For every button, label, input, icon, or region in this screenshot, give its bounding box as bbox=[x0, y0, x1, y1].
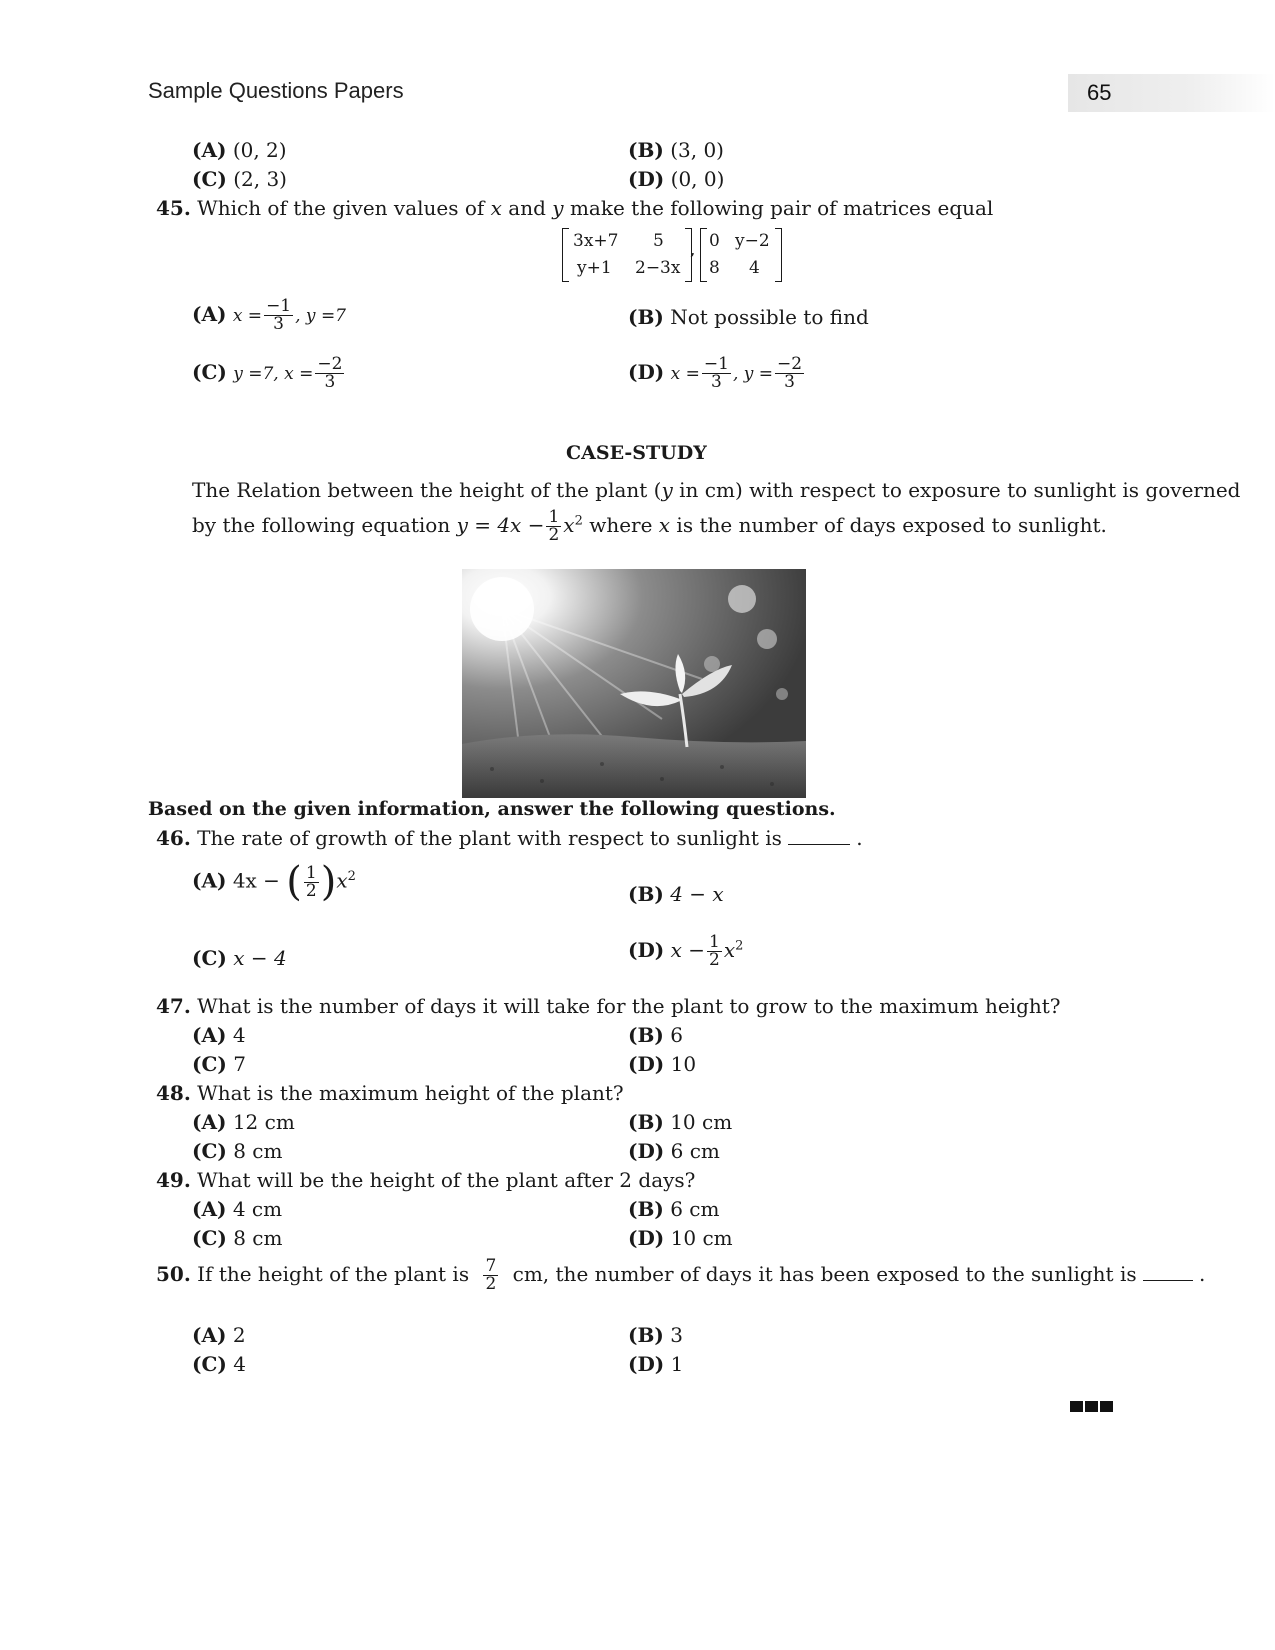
option-text: , y = bbox=[732, 364, 774, 384]
fraction bbox=[315, 356, 344, 391]
q50-option-d bbox=[628, 1352, 683, 1376]
question-text: If the height of the plant is bbox=[197, 1262, 470, 1286]
matrix-cell: 8 bbox=[709, 258, 720, 278]
denominator: 3 bbox=[784, 372, 795, 392]
q48-question bbox=[156, 1081, 624, 1105]
numerator: −2 bbox=[777, 354, 803, 374]
question-number: 49. bbox=[156, 1168, 191, 1192]
equation: y = 4x − bbox=[456, 513, 545, 537]
option-label: (D) bbox=[628, 938, 665, 962]
denominator: 3 bbox=[324, 372, 336, 392]
var-x: x bbox=[490, 196, 502, 220]
q50-option-c bbox=[192, 1352, 246, 1376]
numerator: 7 bbox=[485, 1256, 497, 1276]
var-x: x bbox=[723, 938, 736, 962]
end-marker bbox=[1070, 1393, 1115, 1417]
denominator: 2 bbox=[305, 880, 317, 901]
option-label: (B) bbox=[628, 1110, 664, 1134]
q50-option-a bbox=[192, 1323, 246, 1347]
matrix-cell: y+1 bbox=[577, 258, 612, 278]
option-label: (A) bbox=[192, 1197, 227, 1221]
numerator: 1 bbox=[709, 932, 720, 952]
question-number: 47. bbox=[156, 994, 191, 1018]
var-y: y bbox=[552, 196, 564, 220]
option-text: 8 cm bbox=[233, 1139, 283, 1163]
end-square bbox=[1100, 1401, 1113, 1412]
question-number: 50. bbox=[156, 1262, 191, 1286]
q46-option-c bbox=[192, 946, 287, 970]
q45-option-d bbox=[628, 356, 806, 391]
option-label: (C) bbox=[192, 1052, 227, 1076]
q48-option-b bbox=[628, 1110, 732, 1134]
matrix-right bbox=[700, 228, 782, 282]
option-text: (0, 0) bbox=[670, 167, 725, 191]
fraction bbox=[546, 509, 561, 544]
exponent: 2 bbox=[735, 938, 744, 954]
option-text: 12 cm bbox=[232, 1110, 295, 1134]
option-label: (A) bbox=[192, 302, 227, 326]
var-x: x bbox=[658, 513, 671, 537]
q44-option-c bbox=[192, 167, 287, 191]
case-study-line-1 bbox=[192, 478, 1241, 502]
option-text: 10 bbox=[670, 1052, 697, 1076]
denominator: 2 bbox=[709, 950, 720, 970]
q45-option-a bbox=[192, 298, 346, 333]
option-text: x − bbox=[670, 938, 706, 962]
answer-blank bbox=[1143, 1279, 1193, 1281]
option-label: (C) bbox=[192, 1139, 227, 1163]
option-text: 10 cm bbox=[670, 1110, 733, 1134]
option-text: 4 cm bbox=[232, 1197, 283, 1221]
q46-option-b bbox=[628, 882, 724, 906]
q50-option-b bbox=[628, 1323, 683, 1347]
question-text: What is the number of days it will take for the plant to grow to the maximum height? bbox=[197, 994, 1061, 1018]
numerator: −2 bbox=[317, 354, 343, 374]
question-text: and bbox=[501, 196, 553, 220]
option-label: (B) bbox=[628, 1197, 664, 1221]
answer-blank bbox=[788, 843, 850, 845]
q46-option-d bbox=[628, 934, 743, 969]
q47-option-c bbox=[192, 1052, 246, 1076]
option-label: (D) bbox=[628, 1139, 665, 1163]
question-text: Which of the given values of bbox=[197, 196, 491, 220]
q47-option-d bbox=[628, 1052, 696, 1076]
denominator: 2 bbox=[485, 1274, 497, 1294]
q50-question bbox=[156, 1258, 1205, 1293]
q44-option-d bbox=[628, 167, 724, 191]
page-number: 65 bbox=[1087, 80, 1112, 105]
q45-option-c bbox=[192, 356, 346, 391]
case-study-heading: CASE-STUDY bbox=[566, 442, 707, 464]
numerator: 1 bbox=[305, 862, 317, 883]
case-text: where bbox=[582, 513, 659, 537]
option-text: 4 bbox=[233, 1352, 246, 1376]
matrix-separator: , bbox=[690, 240, 696, 260]
q49-option-b bbox=[628, 1197, 719, 1221]
plant-sunlight-illustration bbox=[462, 569, 806, 798]
option-label: (B) bbox=[628, 305, 664, 329]
option-text: 2 bbox=[232, 1323, 246, 1347]
denominator: 3 bbox=[711, 372, 722, 392]
option-text: 10 cm bbox=[670, 1226, 733, 1250]
option-label: (A) bbox=[192, 1110, 227, 1134]
matrix-cell: 0 bbox=[709, 231, 720, 251]
fraction bbox=[707, 934, 722, 969]
option-label: (A) bbox=[192, 1023, 227, 1047]
option-label: (A) bbox=[192, 868, 227, 893]
case-text: is the number of days exposed to sunlight. bbox=[670, 513, 1107, 537]
q49-option-d bbox=[628, 1226, 733, 1250]
matrix-cell: 4 bbox=[749, 258, 760, 278]
option-text: 6 cm bbox=[670, 1197, 720, 1221]
end-square bbox=[1085, 1401, 1098, 1412]
question-number: 45. bbox=[156, 196, 191, 220]
option-label: (D) bbox=[628, 167, 665, 191]
q46-question bbox=[156, 826, 863, 850]
option-text: x − 4 bbox=[233, 946, 287, 970]
option-label: (B) bbox=[628, 138, 664, 162]
option-text: 3 bbox=[670, 1323, 683, 1347]
fraction bbox=[775, 356, 804, 391]
case-text: The Relation between the height of the plant ( bbox=[192, 478, 662, 502]
q49-option-a bbox=[192, 1197, 282, 1221]
q44-option-b bbox=[628, 138, 724, 162]
option-label: (C) bbox=[192, 946, 227, 970]
fraction bbox=[304, 862, 319, 901]
option-label: (C) bbox=[192, 167, 227, 191]
var-x: x bbox=[563, 513, 575, 537]
numerator: 1 bbox=[548, 507, 560, 527]
case-study-line-2 bbox=[192, 509, 1107, 544]
q47-question bbox=[156, 994, 1061, 1018]
end-square bbox=[1070, 1401, 1083, 1412]
var-y: y bbox=[661, 478, 673, 502]
question-text: cm, the number of days it has been exposed to the sunlight is bbox=[512, 1262, 1137, 1286]
running-header: Sample Questions Papers bbox=[148, 78, 404, 103]
case-text: by the following equation bbox=[192, 513, 457, 537]
exponent: 2 bbox=[347, 868, 356, 884]
fraction bbox=[264, 298, 293, 333]
option-text: (0, 2) bbox=[232, 138, 287, 162]
option-text: 4x − bbox=[232, 868, 280, 893]
question-text: What is the maximum height of the plant? bbox=[197, 1081, 624, 1105]
q48-option-c bbox=[192, 1139, 282, 1163]
numerator: −1 bbox=[703, 354, 729, 374]
q48-option-a bbox=[192, 1110, 295, 1134]
q47-option-b bbox=[628, 1023, 683, 1047]
q49-option-c bbox=[192, 1226, 282, 1250]
punctuation: . bbox=[856, 826, 863, 850]
fraction bbox=[483, 1258, 498, 1293]
matrix-cell: 2−3x bbox=[635, 258, 681, 278]
fraction bbox=[702, 356, 731, 391]
option-label: (D) bbox=[628, 1352, 665, 1376]
option-label: (B) bbox=[628, 882, 664, 906]
option-label: (B) bbox=[628, 1323, 664, 1347]
option-label: (C) bbox=[192, 1352, 227, 1376]
option-text: y =7, x = bbox=[233, 364, 314, 384]
punctuation: . bbox=[1198, 1262, 1206, 1286]
question-number: 48. bbox=[156, 1081, 191, 1105]
denominator: 3 bbox=[273, 314, 284, 334]
plant-sunlight-photo bbox=[462, 569, 806, 798]
option-label: (C) bbox=[192, 360, 227, 384]
numerator: −1 bbox=[266, 296, 292, 316]
denominator: 2 bbox=[548, 525, 560, 545]
option-text: 8 cm bbox=[233, 1226, 283, 1250]
option-text: , y =7 bbox=[295, 306, 347, 326]
option-label: (D) bbox=[628, 1052, 665, 1076]
instruction: Based on the given information, answer the following questions. bbox=[148, 798, 836, 820]
question-number: 46. bbox=[156, 826, 191, 850]
q45-option-b bbox=[628, 305, 869, 329]
exponent: 2 bbox=[574, 513, 583, 529]
matrix-cell: 5 bbox=[653, 231, 664, 251]
option-text: 6 bbox=[670, 1023, 683, 1047]
matrix-cell: y−2 bbox=[735, 231, 770, 251]
option-label: (D) bbox=[628, 1226, 665, 1250]
option-label: (D) bbox=[628, 360, 665, 384]
option-text: 6 cm bbox=[670, 1139, 720, 1163]
option-text: 7 bbox=[233, 1052, 246, 1076]
question-text: The rate of growth of the plant with respect to sunlight is bbox=[197, 826, 782, 850]
paren-close: ) bbox=[320, 859, 337, 905]
option-label: (C) bbox=[192, 1226, 227, 1250]
option-label: (A) bbox=[192, 1323, 227, 1347]
q49-question bbox=[156, 1168, 695, 1192]
q44-option-a bbox=[192, 138, 287, 162]
paren-open: ( bbox=[286, 859, 302, 905]
option-text: 4 − x bbox=[670, 882, 724, 906]
option-text: Not possible to find bbox=[670, 305, 869, 329]
option-text: x = bbox=[232, 306, 263, 326]
q47-option-a bbox=[192, 1023, 246, 1047]
q48-option-d bbox=[628, 1139, 720, 1163]
q45-question bbox=[156, 196, 993, 220]
option-text: x = bbox=[670, 364, 700, 384]
option-text: 4 bbox=[232, 1023, 246, 1047]
option-label: (B) bbox=[628, 1023, 664, 1047]
option-label: (A) bbox=[192, 138, 227, 162]
case-text: in cm) with respect to exposure to sunlight is governed bbox=[672, 478, 1241, 502]
option-text: (2, 3) bbox=[233, 167, 287, 191]
option-text: (3, 0) bbox=[670, 138, 724, 162]
matrix-cell: 3x+7 bbox=[573, 231, 619, 251]
question-text: make the following pair of matrices equal bbox=[563, 196, 994, 220]
var-x: x bbox=[336, 868, 348, 893]
question-text: What will be the height of the plant after 2 days? bbox=[197, 1168, 696, 1192]
matrix-left bbox=[562, 228, 692, 282]
option-text: 1 bbox=[670, 1352, 684, 1376]
q46-option-a bbox=[192, 859, 356, 905]
